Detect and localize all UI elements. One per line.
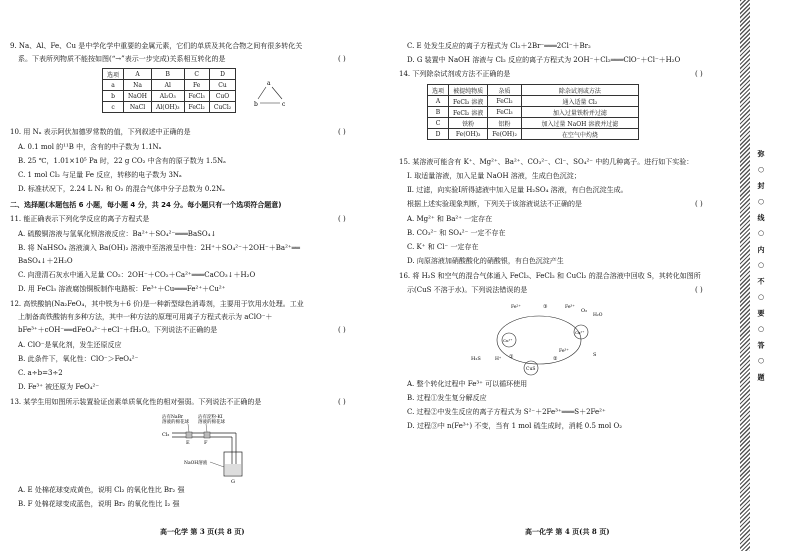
svg-text:H₂O: H₂O [593,313,603,318]
q11-option-d: D. 用 FeCl₃ 溶液腐蚀铜板制作电路板：Fe³⁺＋Cu═══Fe²⁺＋Cu²⁺ [18,285,226,293]
page-footer-4: 高一化学 第 4 页(共 8 页) [525,527,610,536]
q11-option-b-cont: BaSO₄↓＋2H₂O [18,257,73,265]
q10-option-a: A. 0.1 mol 的¹¹B 中，含有的中子数为 1.1Nₐ [18,143,162,151]
page-4 [395,0,745,551]
q16-line-1: 16. 将 H₂S 和空气的混合气体通入 FeCl₃、FeCl₂ 和 CuCl₂ 的混合溶液中回收 S，其转化如图所 [399,272,701,280]
q9-stem: 9. Na、Al、Fe、Cu 是中学化学中重要的金属元素，它们的单质及其化合物之间有很多转化关 [10,42,303,50]
q10-option-c: C. 1 mol Cl₂ 与足量 Fe 反应，转移的电子数为 3Nₐ [18,171,182,179]
q13-apparatus-diagram [160,412,270,484]
q9-stem-2: 系。下表所列物质不能按如图(“→”表示一步完成)关系相互转化的是 [18,55,226,63]
q11-option-a: A. 硫酸铜溶液与氢氧化钡溶液反应：Ba²⁺＋SO₄²⁻═══BaSO₄↓ [18,230,217,238]
q15-stem: 15. 某溶液可能含有 K⁺、Mg²⁺、Ba²⁺、CO₃²⁻、Cl⁻、SO₄²⁻ 中的几种离子。进行如下实验： [399,158,694,166]
svg-text:H₂S: H₂S [471,356,481,362]
q10-option-b: B. 25 ℃，1.01×10⁵ Pa 时，22 g CO₂ 中含有的原子数为 1.5Nₐ [18,157,226,165]
q12-answer-paren: ( ) [338,326,346,334]
q10-option-d: D. 标准状况下，2.24 L N₂ 和 O₂ 的混合气体中分子总数为 0.2Nₐ [18,185,225,193]
q15-answer-paren: ( ) [695,200,703,208]
q12-line-2: 上制备高铁酸钠有多种方法，其中一种方法的原理可用离子方程式表示为 aClO⁻＋ [18,313,273,321]
svg-text:H⁺: H⁺ [495,357,502,362]
svg-text:①: ① [509,354,514,360]
q16-cycle-diagram [435,298,625,378]
q14-table [427,84,639,140]
svg-text:Cu²⁺: Cu²⁺ [503,338,513,343]
q15-option-d: D. 向原溶液加硝酸酸化的硝酸银，有白色沉淀产生 [407,257,564,265]
svg-text:Cl₂: Cl₂ [162,432,170,438]
q16-line-2: 示(CuS 不溶于水)。下列说法错误的是 [407,286,528,294]
svg-text:沾有淀粉-KI: 沾有淀粉-KI [198,415,223,420]
q12-line-3: bFe³⁺＋cOH⁻══dFeO₄²⁻＋eCl⁻＋fH₂O。下列说法不正确的是 [18,326,218,334]
q16-option-c: C. 过程②中发生反应的离子方程式为 S²⁻＋2Fe³⁺═══S＋2Fe²⁺ [407,408,606,416]
q16-option-a: A. 整个转化过程中 Fe³⁺ 可以循环使用 [407,380,528,388]
svg-text:Fe³⁺: Fe³⁺ [559,349,569,354]
q13-option-a: A. E 处棉花球变成黄色，说明 Cl₂ 的氧化性比 Br₂ 强 [18,486,185,494]
hatch-pattern [740,0,750,551]
svg-text:溶液的棉花球: 溶液的棉花球 [162,420,189,425]
svg-text:Fe³⁺: Fe³⁺ [565,305,575,310]
q16-answer-paren: ( ) [695,286,703,294]
svg-text:沾有NaBr: 沾有NaBr [162,415,184,420]
svg-text:溶液的棉花球: 溶液的棉花球 [198,420,225,425]
table-row: a Na Al Fe Cu [103,80,236,91]
q11-answer-paren: ( ) [338,215,346,223]
q12-option-c: C. a÷b=3÷2 [18,369,63,377]
page-footer-3: 高一化学 第 3 页(共 8 页) [160,527,245,536]
svg-text:②: ② [553,356,558,362]
q13-option-c: C. E 处发生反应的离子方程式为 Cl₂＋2Br⁻═══2Cl⁻＋Br₂ [407,42,591,50]
q14-stem: 14. 下列除杂试剂或方法不正确的是 [399,70,511,78]
q12-line-1: 12. 高铁酸钠(Na₂FeO₄，其中铁为＋6 价)是一种新型绿色消毒剂，主要用于饮用水处理。工业 [10,300,304,308]
q13-answer-paren: ( ) [338,398,346,406]
table-row: A FeCl₃ 溶液 FeCl₂ 通入适量 Cl₂ [428,96,639,107]
svg-text:G: G [231,479,235,485]
q10-stem: 10. 用 Nₐ 表示阿伏加德罗常数的值，下列叙述中正确的是 [10,128,191,136]
q14-answer-paren: ( ) [695,70,703,78]
table-row: c NaCl Al(OH)₃ FeCl₂ CuCl₂ [103,102,236,113]
q15-option-c: C. K⁺ 和 Cl⁻ 一定存在 [407,243,479,251]
svg-text:③: ③ [543,304,548,310]
q11-option-c: C. 向澄清石灰水中通入足量 CO₂：2OH⁻＋CO₂＋Ca²⁺═══CaCO₃↓＋H₂O [18,271,256,279]
q12-option-b: B. 此条件下，氧化性：ClO⁻＞FeO₄²⁻ [18,355,139,363]
q13-stem: 13. 某学生用如图所示装置验证卤素单质氧化性的相对强弱。下列说法不正确的是 [10,398,262,406]
table-row: B FeCl₂ 溶液 FeCl₃ 加入过量铁粉并过滤 [428,107,639,118]
svg-text:CuS: CuS [526,367,536,372]
q15-option-b: B. CO₃²⁻ 和 SO₄²⁻ 一定不存在 [407,229,506,237]
q10-answer-paren: ( ) [338,128,346,136]
q9-cycle-diagram [252,78,288,114]
q16-option-d: D. 过程③中 n(Fe³⁺) 不变，当有 1 mol 硫生成时，消耗 0.5 mol O₂ [407,422,623,430]
q9-answer-paren: ( ) [338,55,346,63]
q12-option-d: D. Fe³⁺ 被还原为 FeO₄²⁻ [18,383,100,391]
table-row: C 铁粉 铝粉 加入过量 NaOH 溶液并过滤 [428,118,639,129]
svg-text:Cu²⁺: Cu²⁺ [575,330,585,335]
q9-node-a: a [267,80,271,87]
q15-option-a: A. Mg²⁺ 和 Ba²⁺ 一定存在 [407,215,493,223]
table-row: 选项 被提纯物质 杂质 除杂试剂或方法 [428,85,639,96]
svg-text:Fe²⁺: Fe²⁺ [511,305,521,310]
q11-stem: 11. 能正确表示下列化学反应的离子方程式是 [10,215,150,223]
binding-margin [740,0,794,551]
q15-step-2: Ⅱ. 过滤，向实验Ⅰ所得滤液中加入足量 H₂SO₄ 溶液，有白色沉淀生成。 [407,186,628,194]
svg-text:O₂: O₂ [581,308,588,314]
q15-step-1: Ⅰ. 取适量溶液，加入足量 NaOH 溶液，生成白色沉淀； [407,172,581,180]
q9-node-c: c [282,101,286,108]
table-row: 选项 A B C D [103,69,236,80]
table-row: b NaOH Al₂O₃ FeCl₃ CuO [103,91,236,102]
q12-option-a: A. ClO⁻是氧化剂，发生还原反应 [18,341,122,349]
svg-text:E: E [186,440,190,446]
svg-text:F: F [204,440,208,446]
svg-text:NaOH溶液: NaOH溶液 [184,461,208,466]
q15-question: 根据上述实验现象判断，下列关于该溶液说法不正确的是 [407,200,582,208]
q9-node-b: b [254,101,258,108]
seal-line-text: 弥 ○ 封 ○ 线 ○ 内 ○ 不 ○ 要 ○ 答 ○ 题 [757,150,765,384]
q16-option-b: B. 过程①发生复分解反应 [407,394,487,402]
q11-option-b: B. 将 NaHSO₄ 溶液滴入 Ba(OH)₂ 溶液中至溶液呈中性：2H⁺＋SO₄²⁻＋2OH⁻＋Ba²⁺══ [18,244,300,252]
svg-text:S: S [593,352,597,358]
q13-option-b: B. F 处棉花球变成蓝色，说明 Br₂ 的氧化性比 I₂ 强 [18,500,180,508]
section-2-heading: 二、选择题(本题包括 6 小题，每小题 4 分，共 24 分。每小题只有一个选项符合题意) [10,201,282,209]
q13-option-d: D. G 装置中 NaOH 溶液与 Cl₂ 反应的离子方程式为 2OH⁻＋Cl₂═══ClO⁻＋Cl⁻＋H₂O [407,56,681,64]
table-row: D Fe(OH)₃ Fe(OH)₂ 在空气中灼烧 [428,129,639,140]
page-3 [0,0,380,551]
q9-table [102,68,236,113]
